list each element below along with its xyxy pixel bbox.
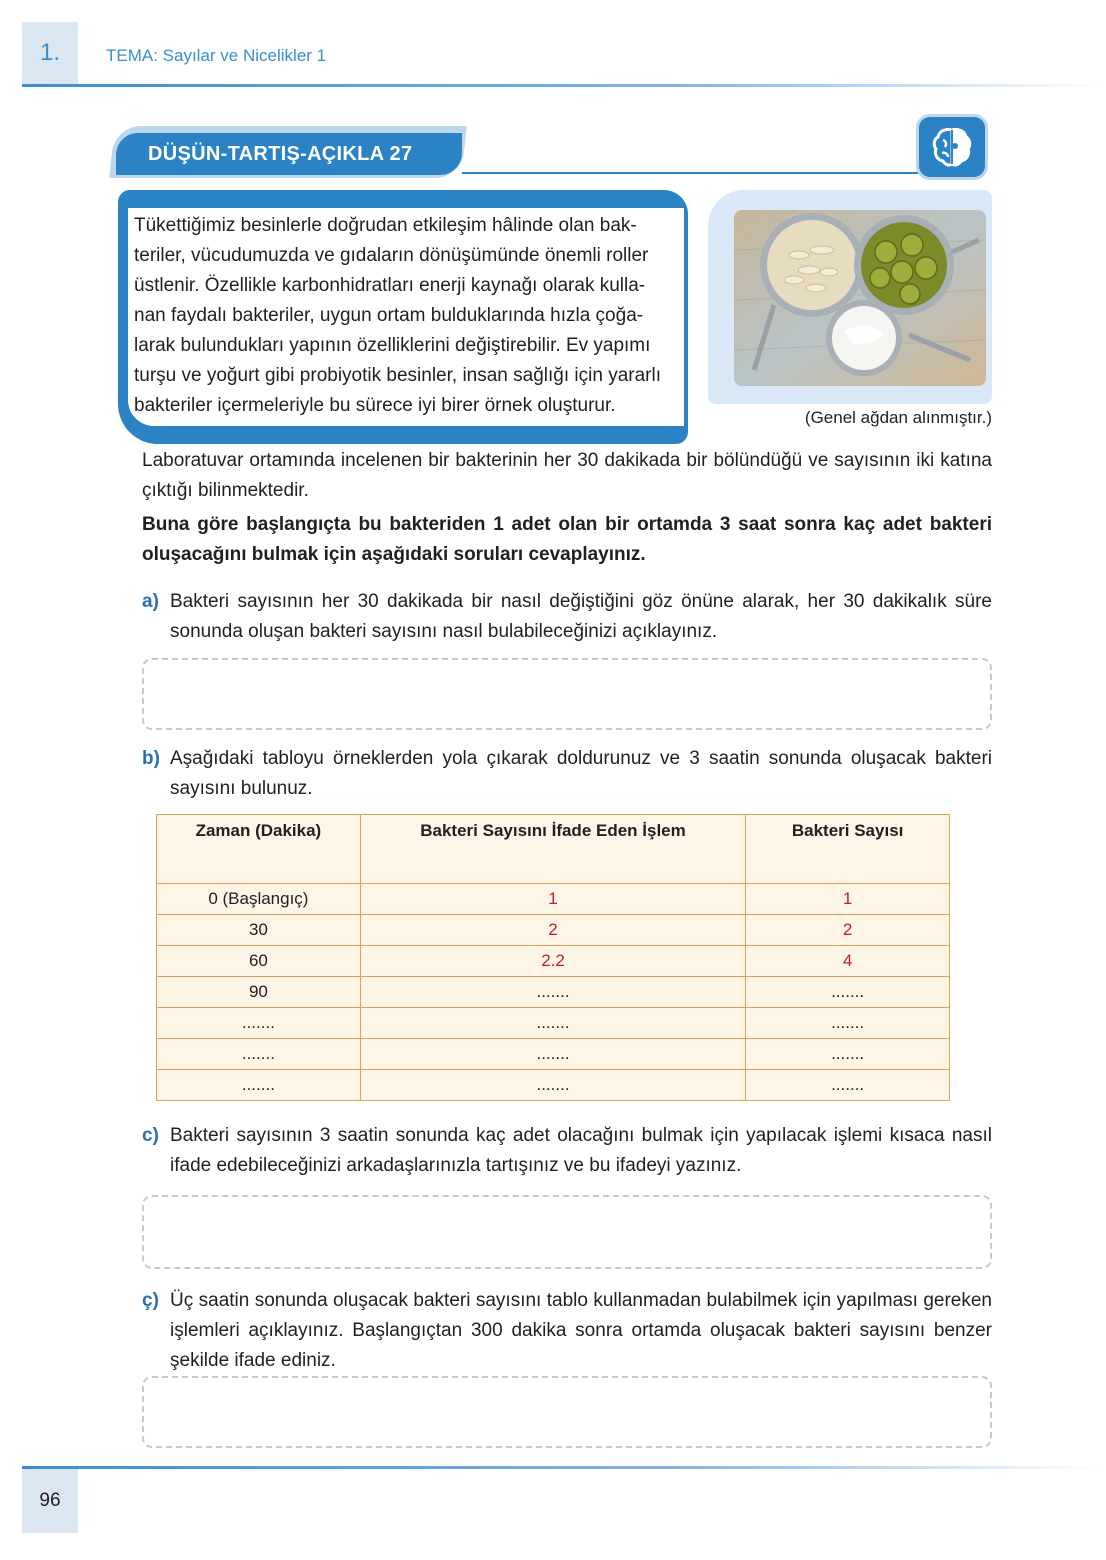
- answer-box-c[interactable]: [142, 1195, 992, 1269]
- header-time: Zaman (Dakika): [157, 815, 361, 884]
- answer-box-cc[interactable]: [142, 1376, 992, 1448]
- time-cell[interactable]: .......: [157, 1070, 361, 1101]
- intro-line: Tükettiğimiz besinlerle doğrudan etkileşim hâlinde olan bak-: [134, 215, 637, 236]
- operation-cell[interactable]: .......: [360, 1008, 745, 1039]
- banner-divider: [462, 172, 982, 174]
- table-row: [157, 1039, 950, 1070]
- operation-cell[interactable]: .......: [360, 1039, 745, 1070]
- time-cell[interactable]: .......: [157, 1008, 361, 1039]
- chapter-number: 1.: [22, 22, 78, 84]
- count-cell[interactable]: 2: [746, 915, 950, 946]
- table-row: [157, 977, 950, 1008]
- problem-task: Buna göre başlangıçta bu bakteriden 1 adet olan bir ortamda 3 saat sonra kaç adet bakteri oluşacağını bulmak için aşağıdaki soruları cevaplayınız.: [142, 514, 992, 565]
- question-cc: [142, 1286, 992, 1376]
- intro-line: nan faydalı bakteriler, uygun ortam bulduklarında hızla çoğa-: [134, 305, 644, 326]
- operation-cell[interactable]: .......: [360, 1070, 745, 1101]
- activity-title: DÜŞÜN-TARTIŞ-AÇIKLA 27: [116, 133, 462, 175]
- time-cell: 0 (Başlangıç): [157, 884, 361, 915]
- question-b-text: Aşağıdaki tabloyu örneklerden yola çıkarak doldurunuz ve 3 saatin sonunda oluşacak bakteri sayısını bulunuz.: [170, 748, 992, 799]
- intro-line: teriler, vücudumuzda ve gıdaların dönüşümünde önemli roller: [134, 245, 649, 266]
- question-a-label: a): [142, 591, 159, 612]
- time-cell[interactable]: .......: [157, 1039, 361, 1070]
- table-row: [157, 915, 950, 946]
- time-cell: 60: [157, 946, 361, 977]
- question-c: [142, 1121, 992, 1181]
- count-cell[interactable]: .......: [746, 1008, 950, 1039]
- question-cc-label: ç): [142, 1290, 159, 1311]
- operation-cell[interactable]: 1: [360, 884, 745, 915]
- bacteria-table: [156, 814, 950, 1101]
- header-divider: [22, 84, 1102, 87]
- time-cell: 90: [157, 977, 361, 1008]
- intro-paragraph: [134, 211, 678, 421]
- operation-cell[interactable]: 2: [360, 915, 745, 946]
- time-cell: 30: [157, 915, 361, 946]
- question-b: [142, 744, 992, 804]
- fermented-foods-photo: [734, 210, 986, 386]
- footer-divider: [22, 1466, 1102, 1469]
- question-cc-text: Üç saatin sonunda oluşacak bakteri sayısını tablo kullanmadan bulabilmek için yapılması gereken işlemleri açıklayınız. Başlangıçtan 300 dakika sonra ortamda oluşacak bakteri sayısını benzer şekilde ifade ediniz.: [170, 1290, 992, 1371]
- intro-line: üstlenir. Özellikle karbonhidratları enerji kaynağı olarak kulla-: [134, 275, 646, 296]
- theme-title: TEMA: Sayılar ve Nicelikler 1: [106, 46, 327, 65]
- count-cell[interactable]: .......: [746, 1070, 950, 1101]
- question-b-label: b): [142, 748, 160, 769]
- question-c-label: c): [142, 1125, 159, 1146]
- count-cell[interactable]: .......: [746, 1039, 950, 1070]
- count-cell[interactable]: .......: [746, 977, 950, 1008]
- table-row: [157, 884, 950, 915]
- table-header-row: [157, 815, 950, 884]
- operation-cell[interactable]: 2.2: [360, 946, 745, 977]
- table-row: [157, 946, 950, 977]
- count-cell[interactable]: 4: [746, 946, 950, 977]
- intro-line: bakteriler içermeleriyle bu sürece iyi birer örnek oluşturur.: [134, 395, 616, 416]
- intro-line: turşu ve yoğurt gibi probiyotik besinler, insan sağlığı için yararlı: [134, 365, 661, 386]
- table-row: [157, 1070, 950, 1101]
- problem-statement: Laboratuvar ortamında incelenen bir bakterinin her 30 dakikada bir bölündüğü ve sayısının iki katına çıktığı bilinmektedir.: [142, 450, 992, 501]
- question-a-text: Bakteri sayısının her 30 dakikada bir nasıl değiştiğini göz önüne alarak, her 30 dakikalık süre sonunda oluşan bakteri sayısını nasıl bulabileceğinizi açıklayınız.: [170, 591, 992, 642]
- page-number: 96: [22, 1469, 78, 1533]
- question-a: [142, 587, 992, 647]
- intro-line: larak bulundukları yapının özelliklerini değiştirebilir. Ev yapımı: [134, 335, 651, 356]
- header-count: Bakteri Sayısı: [746, 815, 950, 884]
- header-operation: Bakteri Sayısını İfade Eden İşlem: [360, 815, 745, 884]
- image-caption: (Genel ağdan alınmıştır.): [804, 408, 992, 427]
- operation-cell[interactable]: .......: [360, 977, 745, 1008]
- brain-puzzle-icon: [916, 114, 988, 180]
- table-row: [157, 1008, 950, 1039]
- question-c-text: Bakteri sayısının 3 saatin sonunda kaç adet olacağını bulmak için yapılacak işlemi kısaca nasıl ifade edebileceğinizi arkadaşlarınızla tartışınız ve bu ifadeyi yazınız.: [170, 1125, 992, 1176]
- answer-box-a[interactable]: [142, 658, 992, 730]
- count-cell[interactable]: 1: [746, 884, 950, 915]
